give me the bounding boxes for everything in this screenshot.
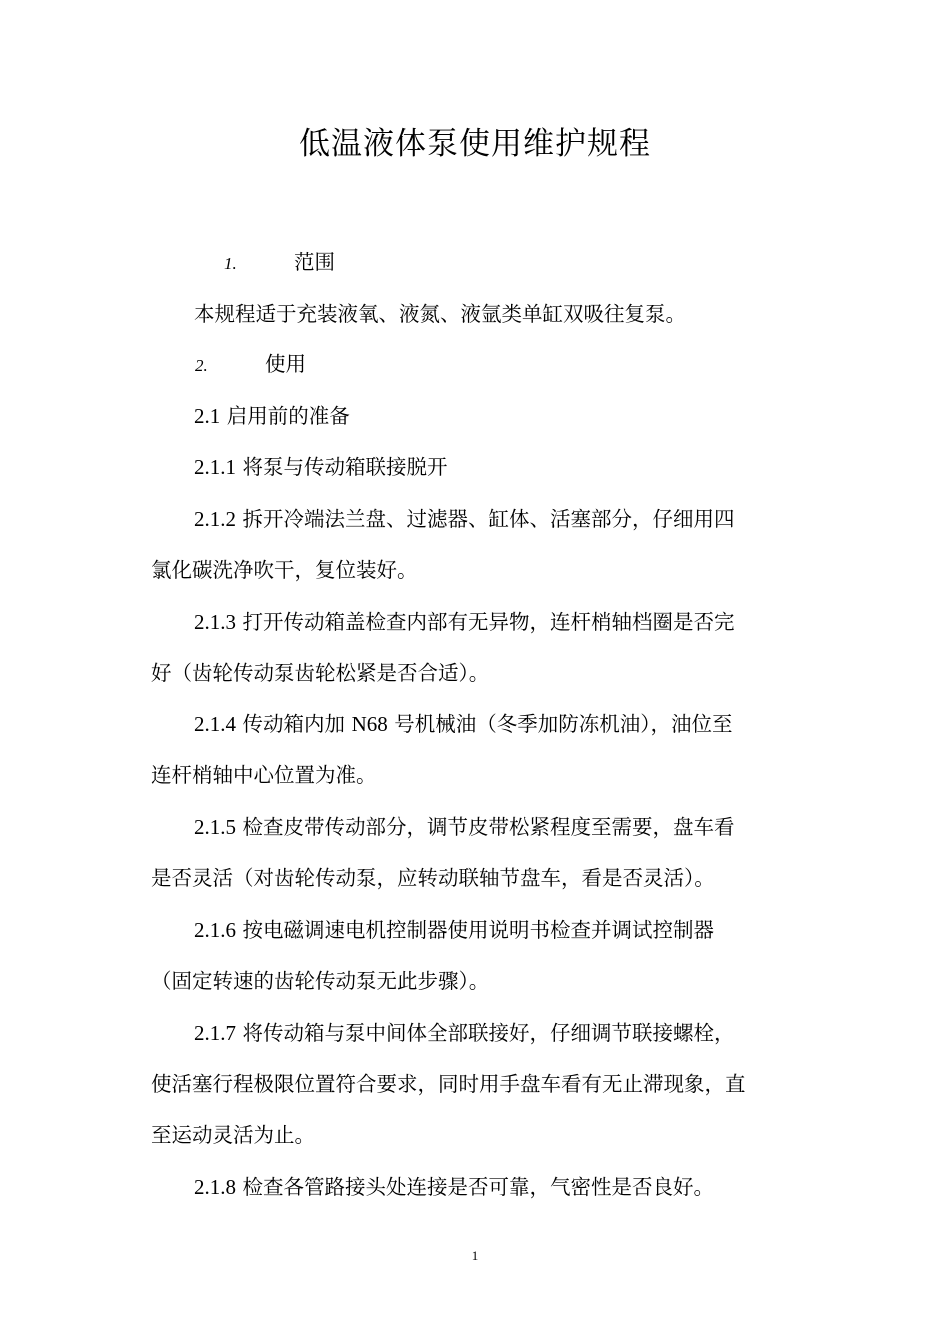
section-1-body: 本规程适于充装液氧、液氮、液氩类单缸双吸往复泵。 (194, 302, 686, 326)
item-2-1-4 (194, 706, 733, 742)
item-2-1-1 (194, 449, 448, 485)
item-2-1-3 (194, 604, 735, 640)
item-2-1-7-continued-1: 使活塞行程极限位置符合要求，同时用手盘车看有无止滞现象，直 (151, 1072, 746, 1096)
item-text: 将泵与传动箱联接脱开 (242, 455, 448, 479)
item-2-1-8 (194, 1169, 714, 1205)
section-2-number: 2. (195, 356, 208, 375)
item-text: 检查各管路接头处连接是否可靠，气密性是否良好。 (242, 1175, 715, 1199)
item-text: 拆开冷端法兰盘、过滤器、缸体、活塞部分，仔细用四 (242, 507, 735, 531)
item-number: 2.1.1 (194, 455, 236, 479)
item-2-1-5-continued: 是否灵活（对齿轮传动泵，应转动联轴节盘车，看是否灵活）。 (151, 866, 715, 890)
item-text-post: 号机械油（冬季加防冻机油），油位至 (387, 712, 733, 736)
item-2-1-4-continued: 连杆梢轴中心位置为准。 (151, 763, 377, 787)
item-text: 打开传动箱盖检查内部有无异物，连杆梢轴档圈是否完 (242, 610, 735, 634)
item-text: 将传动箱与泵中间体全部联接好，仔细调节联接螺栓， (242, 1021, 735, 1045)
item-2-1-7 (194, 1015, 735, 1051)
subheading-2-1-text: 启用前的准备 (226, 404, 350, 428)
item-number: 2.1.5 (194, 815, 236, 839)
item-2-1-6 (194, 912, 714, 948)
item-2-1-2-continued: 氯化碳洗净吹干，复位装好。 (151, 558, 418, 582)
document-title: 低温液体泵使用维护规程 (299, 126, 651, 162)
subheading-2-1-number: 2.1 (194, 404, 221, 428)
item-number: 2.1.3 (194, 610, 236, 634)
page-number: 1 (471, 1248, 479, 1263)
item-2-1-6-continued: （固定转速的齿轮传动泵无此步骤）。 (151, 969, 490, 993)
item-number: 2.1.2 (194, 507, 236, 531)
oil-grade-code: N68 (351, 712, 388, 736)
item-2-1-3-continued: 好（齿轮传动泵齿轮松紧是否合适）。 (151, 661, 490, 685)
item-text: 按电磁调速电机控制器使用说明书检查并调试控制器 (242, 918, 715, 942)
item-number: 2.1.7 (194, 1021, 236, 1045)
item-number: 2.1.8 (194, 1175, 236, 1199)
item-number: 2.1.6 (194, 918, 236, 942)
section-2-heading: 使用 (265, 352, 306, 376)
item-2-1-5 (194, 809, 735, 845)
section-1-heading: 范围 (294, 250, 335, 274)
item-number: 2.1.4 (194, 712, 236, 736)
item-2-1-7-continued-2: 至运动灵活为止。 (151, 1123, 315, 1147)
item-text: 检查皮带传动部分，调节皮带松紧程度至需要，盘车看 (242, 815, 735, 839)
item-2-1-2 (194, 501, 735, 537)
section-1-number: 1. (224, 254, 237, 273)
subheading-2-1 (194, 398, 350, 434)
item-text-pre: 传动箱内加 (242, 712, 352, 736)
